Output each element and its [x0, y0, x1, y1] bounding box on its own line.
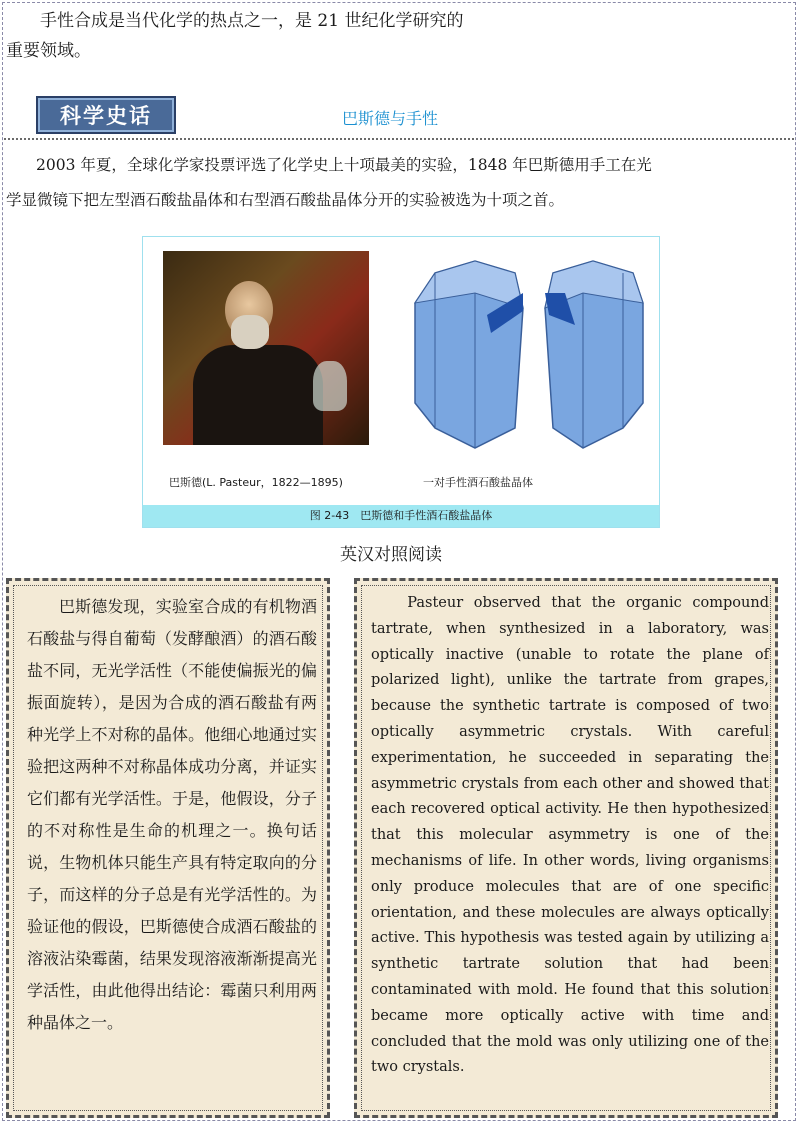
chinese-text: 巴斯德发现，实验室合成的有机物酒石酸盐与得自葡萄（发酵酿酒）的酒石酸盐不同，无光学活性（不能使偏振光的偏振面旋转），是因为合成的酒石酸盐有两种光学上不对称的晶体。他细心地通过实验把这两种不对称晶体成功分离，并证实它们都有光学活性。于是，他假设，分子的不对称性是生命的机理之一。换句话说，生物机体只能生产具有特定取向的分子，而这样的分子总是有光学活性的。为验证他的假设，巴斯德使合成酒石酸盐的溶液沾染霉菌，结果发现溶液渐渐提高光学活性，由此他得出结论：霉菌只利用两种晶体之一。	[27, 597, 317, 1032]
pasteur-portrait	[163, 251, 369, 445]
section-divider	[4, 138, 794, 140]
figure-caption: 图 2-43 巴斯德和手性酒石酸盐晶体	[143, 505, 659, 527]
english-text-box	[354, 578, 778, 1118]
section-badge: 科学史话	[36, 96, 176, 134]
reading-title: 英汉对照阅读	[340, 545, 442, 565]
story-line-1: 2003 年夏，全球化学家投票评选了化学史上十项最美的实验，1848 年巴斯德用手工在光	[36, 156, 652, 174]
crystal-pair-illustration	[405, 253, 645, 463]
english-text: Pasteur observed that the organic compound tartrate, when synthesized in a laboratory, was optically inactive (unable to rotate the plane of polarized light), unlike the tartrate from grapes, because the synthetic tartrate is composed of two optically asymmetric crystals. With careful experimentation, he succeeded in separating the asymmetric crystals from each other and showed that each recovered optical activity. He then hypothesized that this molecular asymmetry is one of the mechanisms of life. In other words, living organisms only produce molecules that are of one specific orientation, and these molecules are always optically active. This hypothesis was tested again by utilizing a synthetic tartrate solution that had been contaminated with mold. He found that this solution became more optically active with time and concluded that the mold was only utilizing one of the two crystals.	[371, 595, 769, 1076]
intro-line-2: 重要领域。	[6, 41, 91, 61]
story-line-2: 学显微镜下把左型酒石酸盐晶体和右型酒石酸盐晶体分开的实验被选为十项之首。	[6, 191, 565, 209]
figure	[142, 236, 660, 528]
chinese-text-box	[6, 578, 330, 1118]
intro-line-1: 手性合成是当代化学的热点之一，是 21 世纪化学研究的	[40, 11, 464, 31]
section-title: 巴斯德与手性	[342, 109, 439, 128]
left-crystal	[415, 261, 523, 448]
portrait-caption: 巴斯德(L. Pasteur，1822—1895)	[169, 476, 343, 489]
crystal-caption: 一对手性酒石酸盐晶体	[423, 476, 533, 489]
right-crystal	[545, 261, 643, 448]
